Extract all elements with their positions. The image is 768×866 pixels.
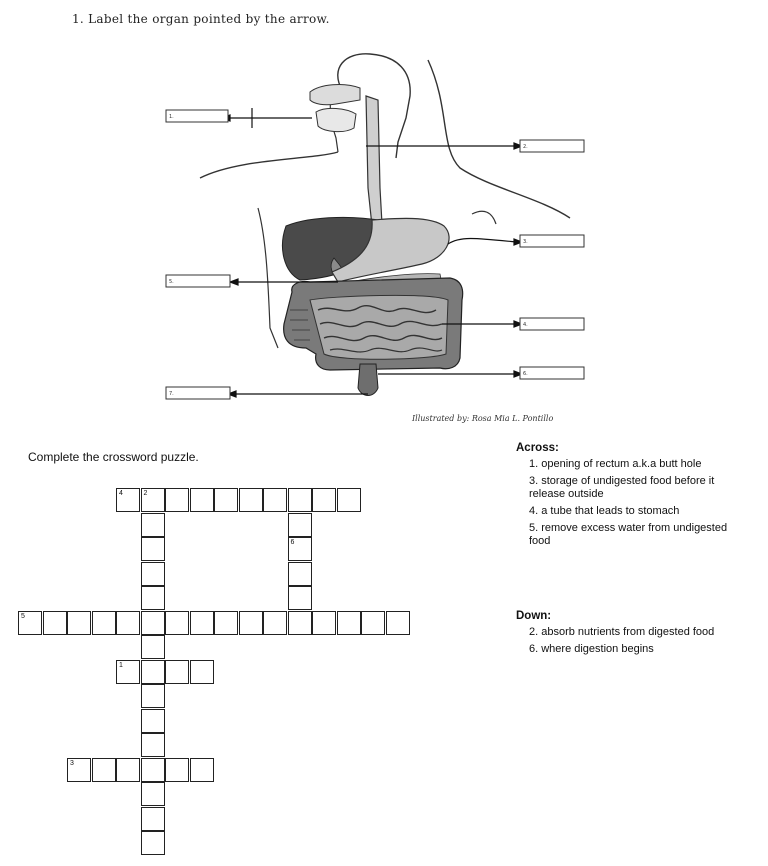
clue-number: 5: [21, 612, 25, 620]
label-box-3-number: 3.: [523, 239, 528, 245]
across-clue-3: 3. storage of undigested food before it release outside: [529, 475, 715, 500]
across-heading: Across:: [516, 442, 559, 454]
crossword-cell[interactable]: [141, 537, 165, 561]
crossword-cell[interactable]: [190, 660, 214, 684]
illustration-credit: Illustrated by: Rosa Mia L. Pontillo: [412, 414, 554, 423]
clue-number: 4: [119, 490, 123, 497]
digestive-system-diagram: [160, 48, 610, 408]
down-clues: [516, 610, 751, 660]
label-box-6-number: 6.: [523, 371, 528, 377]
crossword-cell[interactable]: [214, 488, 238, 512]
label-box-1-number: 1.: [169, 114, 174, 120]
crossword-cell[interactable]: [165, 758, 189, 782]
crossword-cell[interactable]: [165, 488, 189, 512]
label-box-3: [520, 235, 584, 247]
crossword-cell[interactable]: [239, 611, 263, 635]
crossword-cell[interactable]: [214, 611, 238, 635]
crossword-cell[interactable]: [141, 562, 165, 586]
crossword-cell[interactable]: [116, 660, 140, 684]
down-clue-6: 6. where digestion begins: [529, 643, 654, 655]
crossword-cell[interactable]: [141, 831, 165, 855]
down-heading: Down:: [516, 610, 552, 622]
crossword-cell[interactable]: [141, 635, 165, 659]
across-clue-4: 4. a tube that leads to stomach: [529, 505, 680, 517]
label-box-6: [520, 367, 584, 379]
clue-number: 2: [143, 490, 148, 497]
crossword-cell[interactable]: [337, 611, 361, 635]
down-clue-2: 2. absorb nutrients from digested food: [529, 626, 715, 638]
crossword-cell[interactable]: [141, 488, 165, 512]
crossword-cell[interactable]: [141, 782, 165, 806]
crossword-cell[interactable]: [18, 611, 42, 635]
crossword-cell[interactable]: [263, 488, 287, 512]
crossword-cell[interactable]: [190, 488, 214, 512]
question-1-instruction: 1. Label the organ pointed by the arrow.: [72, 12, 330, 26]
crossword-cell[interactable]: [361, 611, 385, 635]
crossword-cell[interactable]: [141, 684, 165, 708]
clue-number: 6: [290, 539, 295, 546]
crossword-cell[interactable]: [67, 758, 91, 782]
crossword-instruction: Complete the crossword puzzle.: [28, 450, 199, 464]
crossword-cell[interactable]: [190, 611, 214, 635]
crossword-cell[interactable]: [165, 660, 189, 684]
crossword-cell[interactable]: [92, 758, 116, 782]
crossword-cell[interactable]: [288, 611, 312, 635]
crossword-cell[interactable]: [312, 488, 336, 512]
label-box-7-number: 7.: [169, 391, 174, 397]
crossword-cell[interactable]: [386, 611, 410, 635]
crossword-cell[interactable]: [239, 488, 263, 512]
crossword-cell[interactable]: [337, 488, 361, 512]
across-clues: [516, 442, 751, 552]
crossword-cell[interactable]: [312, 611, 336, 635]
crossword-cell[interactable]: [190, 758, 214, 782]
crossword-cell[interactable]: [288, 611, 312, 635]
clue-number: 3: [70, 759, 74, 767]
label-box-1: [166, 110, 228, 122]
across-clue-5: 5. remove excess water from undigested food: [529, 522, 728, 547]
crossword-cell[interactable]: [288, 537, 312, 561]
crossword-cell[interactable]: [141, 709, 165, 733]
crossword-cell[interactable]: [43, 611, 67, 635]
crossword-cell[interactable]: [141, 807, 165, 831]
crossword-cell[interactable]: [116, 758, 140, 782]
crossword-cell[interactable]: [116, 488, 140, 512]
label-box-5-number: 5.: [169, 279, 174, 285]
crossword-cell[interactable]: [288, 562, 312, 586]
label-box-4: [520, 318, 584, 330]
crossword-cell[interactable]: [288, 586, 312, 610]
crossword-cell[interactable]: [141, 586, 165, 610]
crossword-cell[interactable]: [288, 488, 312, 512]
crossword-cell[interactable]: [141, 611, 165, 635]
crossword-cell[interactable]: [92, 611, 116, 635]
crossword-cell[interactable]: [141, 660, 165, 684]
crossword-cell[interactable]: [165, 611, 189, 635]
crossword-cell[interactable]: [116, 611, 140, 635]
label-box-5: [166, 275, 230, 287]
label-box-2-number: 2.: [523, 144, 528, 150]
crossword-cell[interactable]: [141, 733, 165, 757]
across-clue-1: 1. opening of rectum a.k.a butt hole: [529, 458, 702, 470]
label-box-4-number: 4.: [523, 322, 528, 328]
label-box-2: [520, 140, 584, 152]
crossword-cell[interactable]: [67, 611, 91, 635]
crossword-cell[interactable]: [141, 758, 165, 782]
crossword-cell[interactable]: [263, 611, 287, 635]
label-box-7: [166, 387, 230, 399]
crossword-cell[interactable]: [288, 513, 312, 537]
clue-number: 1: [119, 661, 123, 669]
crossword-cell[interactable]: [141, 513, 165, 537]
